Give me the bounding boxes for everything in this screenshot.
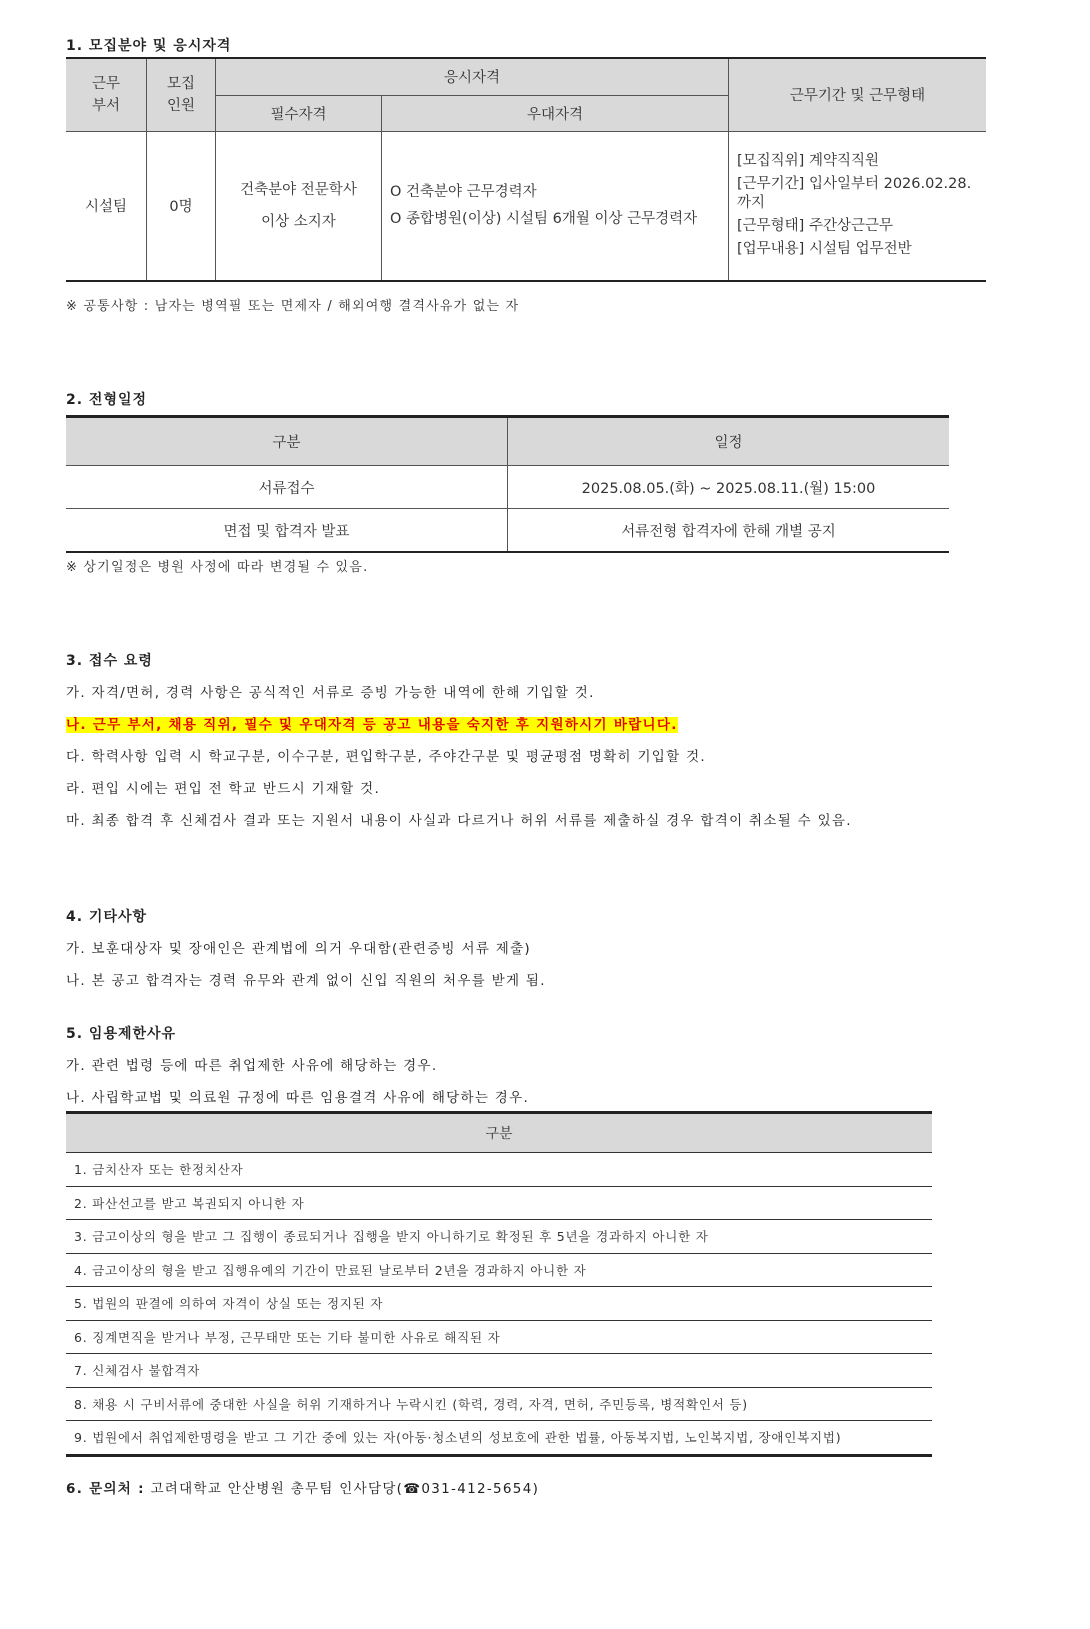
restriction-item: 2. 파산선고를 받고 복권되지 아니한 자	[66, 1186, 932, 1220]
restriction-item: 7. 신체검사 불합격자	[66, 1354, 932, 1388]
schedule-label: 서류접수	[66, 466, 508, 509]
table-row	[66, 1320, 932, 1354]
period-line-3: [근무형태] 주간상근근무	[737, 218, 893, 235]
preferred-line-1: O 건축분야 근무경력자	[390, 183, 537, 200]
table-row	[66, 466, 949, 509]
table-row	[66, 1354, 932, 1388]
schedule-label: 면접 및 합격자 발표	[66, 509, 508, 553]
list-item: 라. 편입 시에는 편입 전 학교 반드시 기재할 것.	[66, 781, 381, 797]
restriction-item: 5. 법원의 판결에 의하여 자격이 상실 또는 정지된 자	[66, 1287, 932, 1321]
row-dept: 시설팀	[66, 131, 147, 281]
section-1-note: ※ 공통사항 : 남자는 병역필 또는 면제자 / 해외여행 결격사유가 없는 자	[66, 299, 520, 314]
header-required: 필수자격	[216, 95, 382, 131]
section-1-title: 1. 모집분야 및 응시자격	[66, 38, 232, 54]
restriction-item: 1. 금치산자 또는 한정치산자	[66, 1153, 932, 1187]
period-line-4: [업무내용] 시설팀 업무전반	[737, 241, 912, 258]
row-count: 0명	[147, 131, 216, 281]
row-required	[216, 131, 382, 281]
list-item: 나. 본 공고 합격자는 경력 유무와 관계 없이 신입 직원의 처우를 받게 됨.	[66, 973, 546, 989]
table-row	[66, 1287, 932, 1321]
section-3-title: 3. 접수 요령	[66, 653, 153, 669]
required-line-1: 건축분야 전문학사	[240, 181, 357, 198]
header-preferred: 우대자격	[382, 95, 729, 131]
highlighted-text: 나. 근무 부서, 채용 직위, 필수 및 우대자격 등 공고 내용을 숙지한 후 지원하시기 바랍니다.	[66, 717, 678, 733]
schedule-value: 2025.08.05.(화) ~ 2025.08.11.(월) 15:00	[508, 466, 950, 509]
schedule-value: 서류전형 합격자에 한해 개별 공지	[508, 509, 950, 553]
row-preferred	[382, 131, 729, 281]
table-row	[66, 1253, 932, 1287]
section-2-note: ※ 상기일정은 병원 사정에 따라 변경될 수 있음.	[66, 560, 369, 575]
header-qualification: 응시자격	[216, 58, 729, 95]
list-item: 마. 최종 합격 후 신체검사 결과 또는 지원서 내용이 사실과 다르거나 허위 서류를 제출하실 경우 합격이 취소될 수 있음.	[66, 813, 852, 829]
table-row	[66, 1186, 932, 1220]
period-line-2: [근무기간] 입사일부터 2026.02.28. 까지	[737, 176, 972, 212]
header-count: 모집 인원	[147, 58, 216, 131]
restriction-item: 9. 법원에서 취업제한명령을 받고 그 기간 중에 있는 자(아동·청소년의 성보호에 관한 법률, 아동복지법, 노인복지법, 장애인복지법)	[74, 1430, 842, 1446]
preferred-line-2: O 종합병원(이상) 시설팀 6개월 이상 근무경력자	[390, 210, 698, 227]
table-row	[66, 1387, 932, 1421]
restriction-item: 8. 채용 시 구비서류에 중대한 사실을 허위 기재하거나 누락시킨 (학력, 경력, 자격, 면허, 주민등록, 병적확인서 등)	[66, 1387, 932, 1421]
table-row	[66, 1421, 932, 1456]
restriction-item: 6. 징계면직을 받거나 부정, 근무태만 또는 기타 불미한 사유로 해직된 자	[66, 1320, 932, 1354]
required-line-2: 이상 소지자	[261, 213, 336, 230]
qualification-table	[66, 57, 986, 282]
table-row	[66, 1153, 932, 1187]
contact-text: 고려대학교 안산병원 총무팀 인사담당(☎031-412-5654)	[150, 1481, 540, 1497]
section-5-title: 5. 임용제한사유	[66, 1026, 177, 1042]
schedule-table	[66, 415, 949, 553]
list-item-highlight	[66, 713, 678, 733]
list-item: 가. 보훈대상자 및 장애인은 관계법에 의거 우대함(관련증빙 서류 제출)	[66, 941, 532, 957]
restriction-item: 3. 금고이상의 형을 받고 그 집행이 종료되거나 집행을 받지 아니하기로 확정된 후 5년을 경과하지 아니한 자	[66, 1220, 932, 1254]
header-dept: 근무 부서	[66, 58, 147, 131]
restriction-header: 구분	[66, 1113, 932, 1153]
schedule-header-category: 구분	[66, 417, 508, 466]
list-item: 가. 관련 법령 등에 따른 취업제한 사유에 해당하는 경우.	[66, 1058, 438, 1074]
restriction-table	[66, 1111, 932, 1457]
period-line-1: [모집직위] 계약직직원	[737, 153, 879, 170]
table-row	[66, 1220, 932, 1254]
contact-line	[66, 1477, 539, 1497]
schedule-header-date: 일정	[508, 417, 950, 466]
restriction-item: 4. 금고이상의 형을 받고 집행유예의 기간이 만료된 날로부터 2년을 경과하지 아니한 자	[66, 1253, 932, 1287]
row-period	[729, 131, 987, 281]
list-item: 다. 학력사항 입력 시 학교구분, 이수구분, 편입학구분, 주야간구분 및 평균평점 명확히 기입할 것.	[66, 749, 707, 765]
section-4-title: 4. 기타사항	[66, 909, 148, 925]
list-item: 가. 자격/면허, 경력 사항은 공식적인 서류로 증빙 가능한 내역에 한해 기입할 것.	[66, 685, 595, 701]
contact-label: 6. 문의처 :	[66, 1481, 145, 1497]
section-2-title: 2. 전형일정	[66, 392, 148, 408]
list-item: 나. 사립학교법 및 의료원 규정에 따른 임용결격 사유에 해당하는 경우.	[66, 1090, 530, 1106]
table-row	[66, 509, 949, 553]
header-period: 근무기간 및 근무형태	[729, 58, 987, 131]
